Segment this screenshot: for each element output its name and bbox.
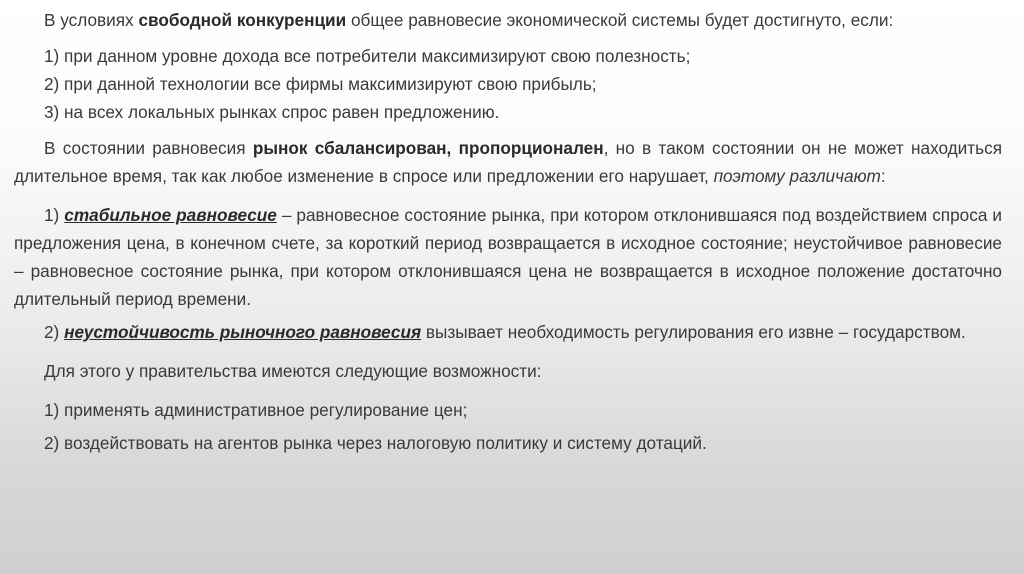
equilibrium-text-after: : xyxy=(880,166,886,186)
equilibrium-paragraph xyxy=(14,134,1002,190)
intro-text-before: В условиях xyxy=(44,10,139,30)
intro-text-after: общее равновесие экономической системы будет достигнуто, если: xyxy=(346,10,894,30)
equilibrium-bold-term: рынок сбалансирован, пропорционален xyxy=(252,138,604,158)
possibility-item-1: 1) применять административное регулирование цен; xyxy=(44,400,468,420)
intro-bold-term: свободной конкуренции xyxy=(138,10,347,30)
type-item-2-number: 2) xyxy=(44,322,65,342)
equilibrium-text-before: В состоянии равновесия xyxy=(44,138,253,158)
intro-paragraph xyxy=(14,6,1002,34)
type-item-2-text: вызывает необходимость регулирования его извне – государством. xyxy=(421,322,966,342)
government-paragraph: Для этого у правительства имеются следующие возможности: xyxy=(44,361,542,381)
possibility-item-2: 2) воздействовать на агентов рынка через налоговую политику и систему дотаций. xyxy=(44,433,707,453)
type-item-1-term: стабильное равновесие xyxy=(64,205,277,225)
equilibrium-italic-term: поэтому различают xyxy=(713,166,881,186)
slide-content xyxy=(14,6,1002,457)
type-item-1 xyxy=(14,201,1002,313)
type-item-1-text: – равновесное состояние рынка, при котором отклонившаяся под воздействием спроса и предложения цена, в конечном счете, за короткий период возвращается в исходное состояние; неустойчивое равновесие – равновесное состояние рынка, при котором отклонившаяся цена не возвращается в исходное положение достаточно длительный период времени. xyxy=(14,205,1002,309)
equilibrium-text-middle: , но в таком состоянии он не может находиться длительное время, так как любое изменение в спросе или предложении его нарушает, xyxy=(14,138,1003,186)
type-item-2 xyxy=(14,318,1002,346)
condition-item-2: 2) при данной технологии все фирмы максимизируют свою прибыль; xyxy=(44,74,597,94)
type-item-2-term: неустойчивость рыночного равновесия xyxy=(64,322,422,342)
type-item-1-number: 1) xyxy=(44,205,65,225)
condition-item-3: 3) на всех локальных рынках спрос равен предложению. xyxy=(44,102,500,122)
condition-item-1: 1) при данном уровне дохода все потребители максимизируют свою полезность; xyxy=(44,46,691,66)
